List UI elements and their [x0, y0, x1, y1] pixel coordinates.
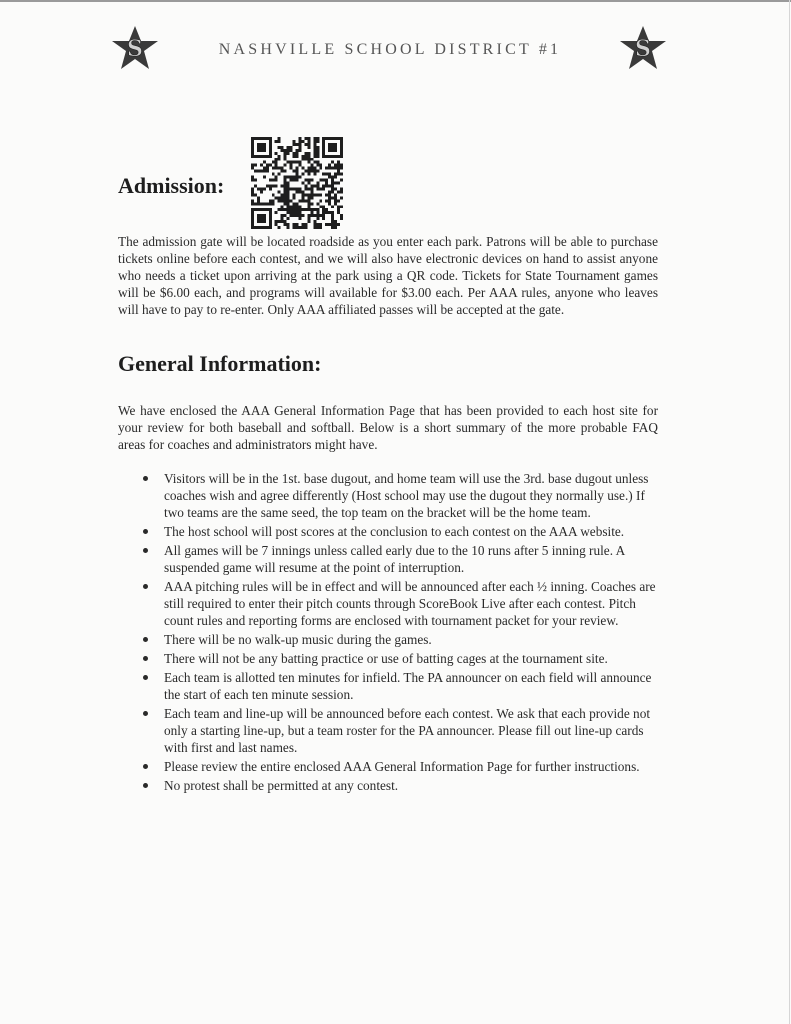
list-item: There will not be any batting practice or use of batting cages at the tournament site. [140, 650, 658, 667]
bullet-icon [143, 584, 148, 589]
list-item: Please review the entire enclosed AAA General Information Page for further instructions. [140, 758, 658, 775]
list-item: AAA pitching rules will be in effect and will be announced after each ½ inning. Coaches are still required to enter their pitch counts through ScoreBook Live after each contest. Pitch count rules and reporting forms are enclosed with tournament packet for your review. [140, 578, 658, 629]
qr-code-icon[interactable] [250, 137, 344, 229]
bullet-icon [143, 711, 148, 716]
list-item: No protest shall be permitted at any contest. [140, 777, 658, 794]
page-top-edge [0, 0, 791, 2]
star-s-logo-icon [618, 24, 668, 72]
bullet-icon [143, 529, 148, 534]
bullet-icon [143, 675, 148, 680]
list-item: All games will be 7 innings unless called early due to the 10 runs after 5 inning rule. A suspended game will resume at the point of interruption. [140, 542, 658, 576]
svg-text:S: S [127, 36, 143, 62]
bullet-icon [143, 656, 148, 661]
bullet-icon [143, 783, 148, 788]
bullet-icon [143, 764, 148, 769]
star-s-logo-icon [110, 24, 160, 72]
admission-heading: Admission: [118, 173, 225, 198]
bullet-icon [143, 637, 148, 642]
bullet-icon [143, 548, 148, 553]
list-item: Visitors will be in the 1st. base dugout, and home team will use the 3rd. base dugout unless coaches wish and agree differently (Host school may use the dugout they normally use.) If two teams are the same seed, the top team on the bracket will be the home team. [140, 470, 658, 521]
admission-paragraph: The admission gate will be located roadside as you enter each park. Patrons will be able to purchase tickets online before each contest, and we will also have electronic devices on hand to assist anyone who needs a ticket upon arriving at the park using a QR code. Tickets for State Tournament games will be $6.00 each, and programs will available for $3.00 each. Per AAA rules, anyone who leaves will have to pay to re-enter. Only AAA affiliated passes will be accepted at the gate. [118, 234, 658, 317]
list-item: The host school will post scores at the conclusion to each contest on the AAA website. [140, 523, 658, 540]
general-information-heading: General Information: [118, 351, 322, 376]
list-item: Each team and line-up will be announced before each contest. We ask that each provide not only a starting line-up, but a team roster for the PA announcer. Please fill out line-up cards with first and last names. [140, 705, 658, 756]
faq-bullet-list [140, 470, 658, 796]
general-intro-paragraph: We have enclosed the AAA General Information Page that has been provided to each host site for your review for both baseball and softball. Below is a short summary of the more probable FAQ areas for coaches and administrators might have. [118, 403, 658, 452]
list-item: Each team is allotted ten minutes for infield. The PA announcer on each field will announce the start of each ten minute session. [140, 669, 658, 703]
page-right-edge [789, 0, 790, 1024]
bullet-icon [143, 476, 148, 481]
list-item: There will be no walk-up music during the games. [140, 631, 658, 648]
svg-text:S: S [635, 36, 651, 62]
district-title: NASHVILLE SCHOOL DISTRICT #1 [218, 41, 562, 58]
letterhead [0, 24, 791, 74]
